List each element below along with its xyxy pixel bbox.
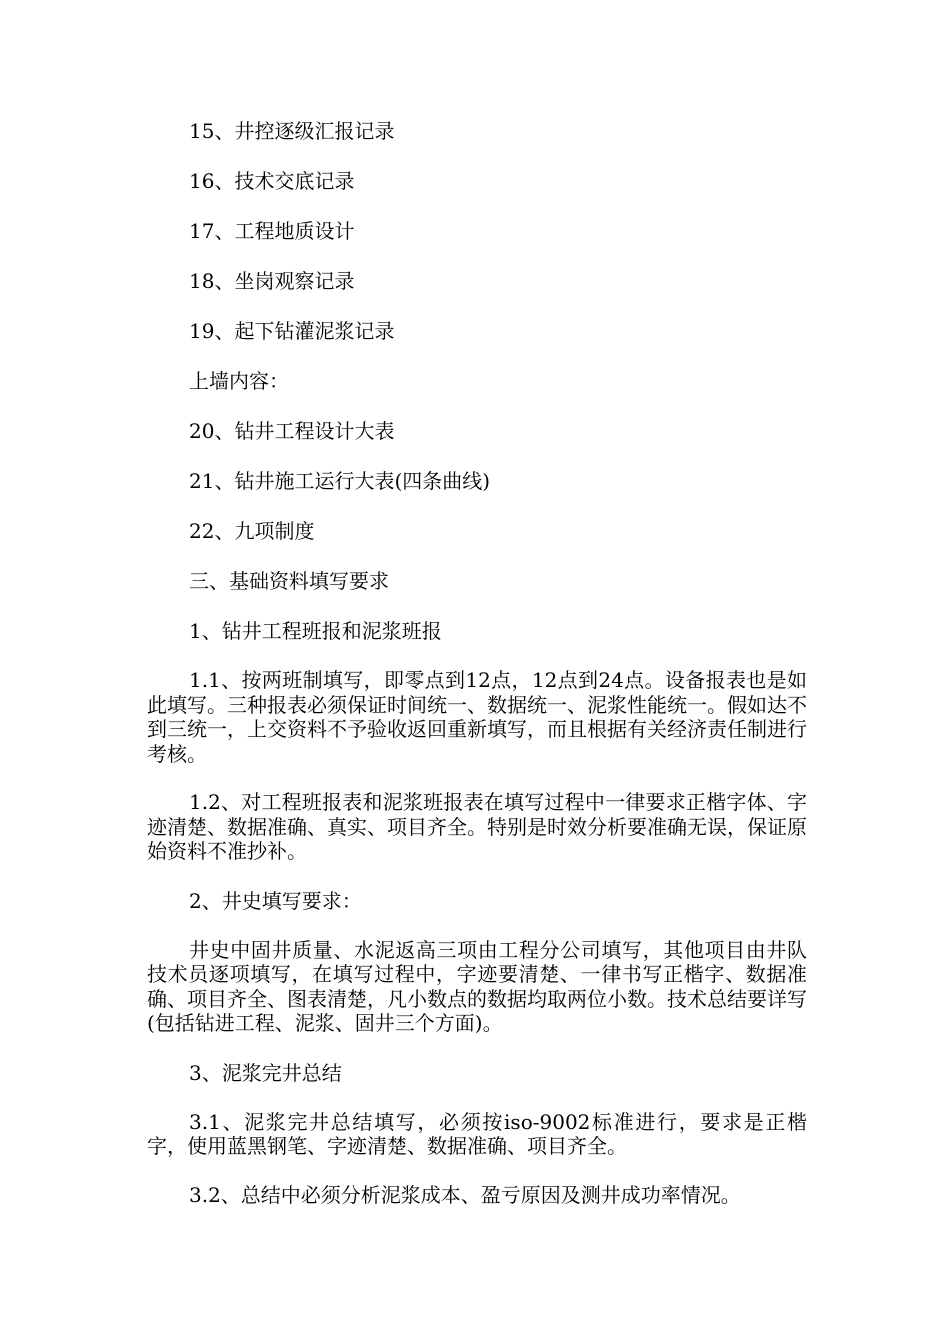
paragraph-3-2: 3.2、总结中必须分析泥浆成本、盈亏原因及测井成功率情况。 bbox=[189, 1182, 741, 1207]
list-item-21: 21、钻井施工运行大表(四条曲线) bbox=[189, 469, 491, 493]
wall-content-heading: 上墙内容： bbox=[189, 369, 289, 393]
paragraph-2: 井史中固井质量、水泥返高三项由工程分公司填写，其他项目由井队技术员逐项填写，在填写过程中，字迹要清楚、一律书写正楷字、数据准确、项目齐全、图表清楚，凡小数点的数据均取两位小数。技术总结要详写(包括钻进工程、泥浆、固井三个方面)。 bbox=[147, 937, 807, 1035]
document-body bbox=[147, 118, 807, 1231]
paragraph-1-2: 1.2、对工程班报表和泥浆班报表在填写过程中一律要求正楷字体、字迹清楚、数据准确、真实、项目齐全。特别是时效分析要准确无误，保证原始资料不准抄补。 bbox=[147, 790, 807, 863]
list-item-17: 17、工程地质设计 bbox=[189, 219, 355, 243]
list-item-19: 19、起下钻灌泥浆记录 bbox=[189, 319, 395, 343]
paragraph-1-1: 1.1、按两班制填写，即零点到12点，12点到24点。设备报表也是如此填写。三种报表必须保证时间统一、数据统一、泥浆性能统一。假如达不到三统一，上交资料不予验收返回重新填写，而且根据有关经济责任制进行考核。 bbox=[147, 668, 807, 766]
list-item-16: 16、技术交底记录 bbox=[189, 169, 355, 193]
subsection-heading-3: 3、泥浆完井总结 bbox=[189, 1060, 342, 1085]
list-item-15: 15、井控逐级汇报记录 bbox=[189, 119, 395, 143]
paragraph-3-1: 3.1、泥浆完井总结填写，必须按iso-9002标准进行，要求是正楷字，使用蓝黑钢笔、字迹清楚、数据准确、项目齐全。 bbox=[147, 1109, 807, 1158]
section-heading-3: 三、基础资料填写要求 bbox=[189, 569, 389, 593]
list-item-20: 20、钻井工程设计大表 bbox=[189, 419, 395, 443]
list-item-22: 22、九项制度 bbox=[189, 519, 315, 543]
list-item-18: 18、坐岗观察记录 bbox=[189, 269, 355, 293]
subsection-heading-2: 2、井史填写要求： bbox=[189, 888, 362, 913]
subsection-heading-1: 1、钻井工程班报和泥浆班报 bbox=[189, 619, 442, 643]
